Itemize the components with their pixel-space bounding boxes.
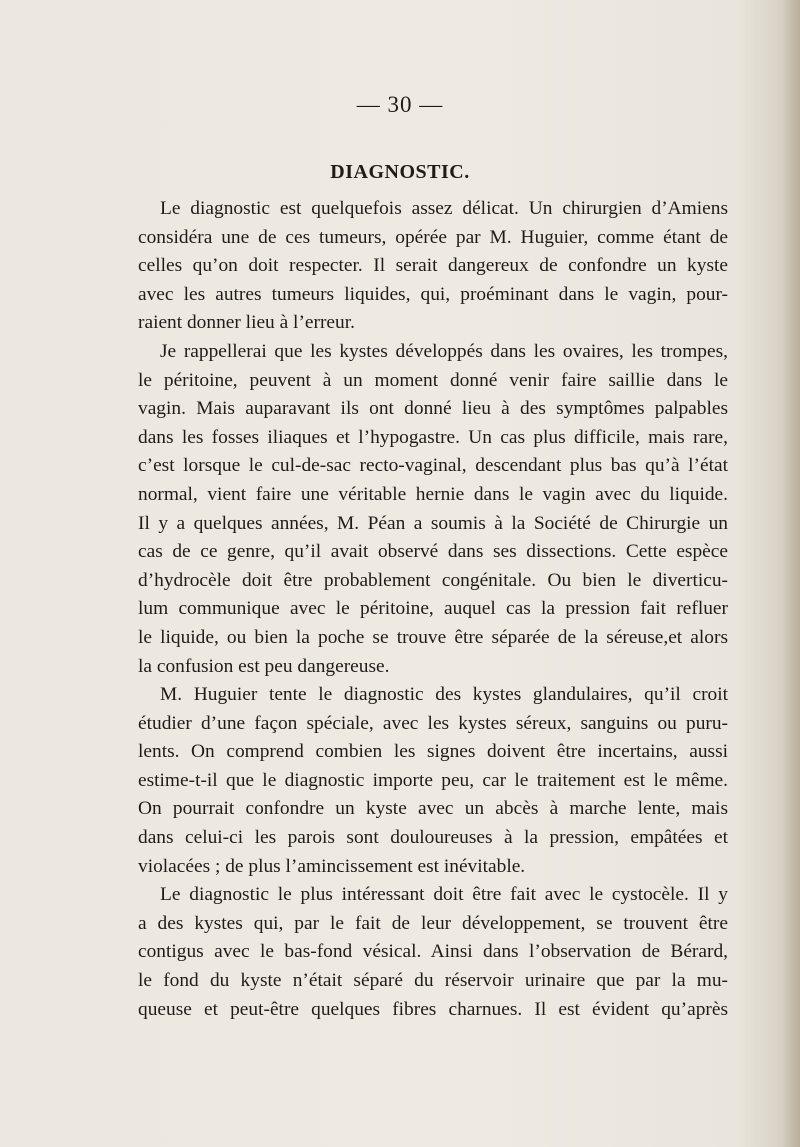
text-line: celles qu’on doit respecter. Il serait dangereux de confondre un kyste — [138, 255, 728, 277]
text-line: lum communique avec le péritoine, auquel cas la pression fait refluer — [138, 598, 728, 620]
text-line: M. Huguier tente le diagnostic des kystes glandulaires, qu’il croit — [160, 684, 728, 706]
text-line: le liquide, ou bien la poche se trouve être séparée de la séreuse,et alors — [138, 626, 728, 648]
text-line: avec les autres tumeurs liquides, qui, proéminant dans le vagin, pour- — [138, 283, 728, 305]
text-line: la confusion est peu dangereuse. — [138, 655, 390, 677]
page-number: — 30 — — [356, 92, 444, 117]
text-line: le fond du kyste n’était séparé du réservoir urinaire que par la mu- — [138, 970, 728, 992]
text-line: Le diagnostic le plus intéressant doit être fait avec le cystocèle. Il y — [160, 884, 728, 906]
body-text — [138, 195, 728, 1024]
text-line: vagin. Mais auparavant ils ont donné lieu à des symptômes palpables — [138, 398, 728, 420]
text-line: dans les fosses iliaques et l’hypogastre. Un cas plus difficile, mais rare, — [138, 426, 728, 448]
text-line: considéra une de ces tumeurs, opérée par M. Huguier, comme étant de — [138, 226, 728, 248]
text-line: estime-t-il que le diagnostic importe peu, car le traitement est le même. — [138, 769, 728, 791]
text-line: queuse et peut-être quelques fibres charnues. Il est évident qu’après — [138, 998, 728, 1020]
text-line: normal, vient faire une véritable hernie dans le vagin avec du liquide. — [138, 483, 728, 505]
text-line: raient donner lieu à l’erreur. — [138, 312, 355, 334]
text-line: étudier d’une façon spéciale, avec les kystes séreux, sanguins ou puru- — [138, 712, 728, 734]
text-line: a des kystes qui, par le fait de leur développement, se trouvent être — [138, 912, 728, 934]
section-heading: DIAGNOSTIC. — [330, 161, 470, 183]
text-line: On pourrait confondre un kyste avec un abcès à marche lente, mais — [138, 798, 728, 820]
text-line: le péritoine, peuvent à un moment donné venir faire saillie dans le — [138, 369, 728, 391]
text-line: Il y a quelques années, M. Péan a soumis à la Société de Chirurgie un — [138, 512, 728, 534]
text-line: c’est lorsque le cul-de-sac recto-vaginal, descendant plus bas qu’à l’état — [138, 455, 728, 477]
text-line: Le diagnostic est quelquefois assez délicat. Un chirurgien d’Amiens — [160, 198, 728, 219]
text-line: Je rappellerai que les kystes développés dans les ovaires, les trompes, — [160, 340, 728, 362]
text-line: lents. On comprend combien les signes doivent être incertains, aussi — [138, 741, 728, 763]
text-line: violacées ; de plus l’amincissement est inévitable. — [138, 855, 526, 877]
text-line: cas de ce genre, qu’il avait observé dans ses dissections. Cette espèce — [138, 541, 728, 563]
text-line: dans celui-ci les parois sont douloureuses à la pression, empâtées et — [138, 827, 728, 849]
text-line: contigus avec le bas-fond vésical. Ainsi dans l’observation de Bérard, — [138, 941, 728, 963]
text-line: d’hydrocèle doit être probablement congénitale. Ou bien le diverticu- — [138, 569, 728, 591]
